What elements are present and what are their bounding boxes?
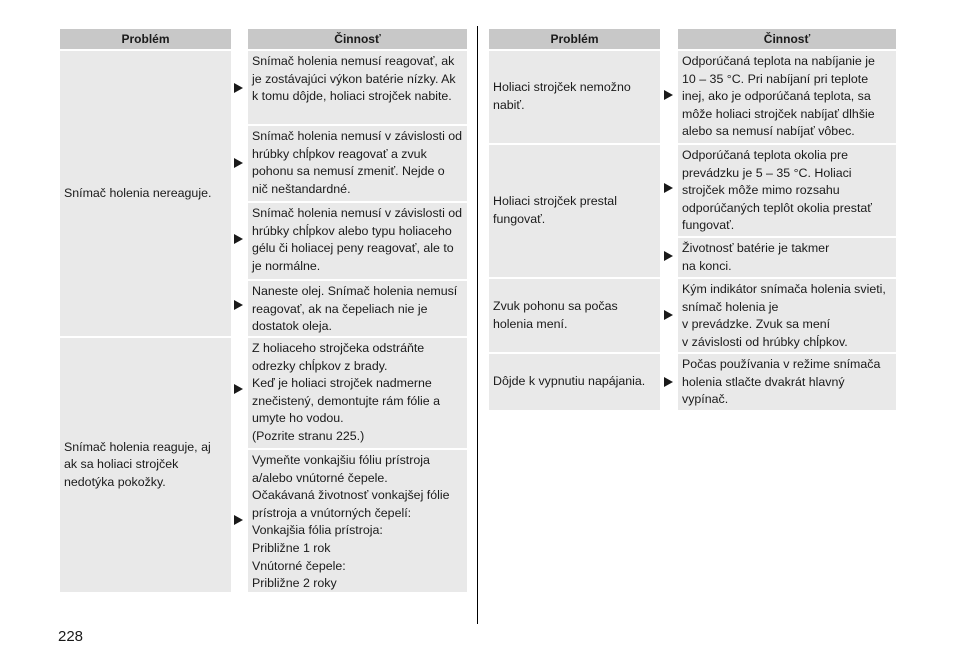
left-header-action: Činnosť: [248, 29, 467, 49]
arrow-icon: [234, 515, 243, 525]
right-problem-cell: [489, 51, 660, 143]
right-action-cell: Životnosť batérie je takmer na konci.: [678, 238, 896, 277]
left-header-problem: Problém: [60, 29, 231, 49]
arrow-icon: [234, 300, 243, 310]
right-action-cell: Počas používania v režime snímača holenia stlačte dvakrát hlavný vypínač.: [678, 354, 896, 410]
arrow-icon: [664, 310, 673, 320]
left-action-cell: Snímač holenia nemusí v závislosti od hrúbky chĺpkov alebo typu holiaceho gélu či holiacej peny reagovať, ale to je normálne.: [248, 203, 467, 279]
arrow-icon: [664, 183, 673, 193]
arrow-icon: [234, 234, 243, 244]
problem-text: Dôjde k vypnutiu napájania.: [493, 374, 646, 389]
arrow-icon: [234, 158, 243, 168]
column-divider: [477, 26, 478, 624]
arrow-icon: [234, 83, 243, 93]
left-action-cell: Z holiaceho strojčeka odstráňte odrezky chĺpkov z brady. Keď je holiaci strojček nadmerne znečistený, demontujte rám fólie a umyte ho vodou. (Pozrite stranu 225.): [248, 338, 467, 448]
right-problem-cell: [489, 354, 660, 410]
left-problem-cell: [60, 51, 231, 336]
problem-text: Holiaci strojček nemožno nabiť.: [493, 80, 631, 112]
arrow-icon: [234, 384, 243, 394]
left-problem-cell: [60, 338, 231, 592]
left-action-cell: Snímač holenia nemusí reagovať, ak je zostávajúci výkon batérie nízky. Ak k tomu dôjde, holiaci strojček nabite.: [248, 51, 467, 124]
left-action-cell: Vymeňte vonkajšiu fóliu prístroja a/alebo vnútorné čepele. Očakávaná životnosť vonkajšej fólie prístroja a vnútorných čepelí: Vonkajšia fólia prístroja: Približne 1 rok Vnútorné čepele: Približne 2 roky: [248, 450, 467, 592]
right-action-cell: Odporúčaná teplota okolia pre prevádzku je 5 – 35 °C. Holiaci strojček môže mimo rozsahu odporúčaných teplôt okolia prestať fungovať.: [678, 145, 896, 236]
page-number: 228: [58, 628, 84, 645]
right-header-problem: Problém: [489, 29, 660, 49]
problem-text: Snímač holenia nereaguje.: [64, 185, 212, 200]
right-action-cell: Kým indikátor snímača holenia svieti, snímač holenia je v prevádzke. Zvuk sa mení v závislosti od hrúbky chĺpkov.: [678, 279, 896, 352]
right-problem-cell: [489, 279, 660, 352]
left-action-cell: Naneste olej. Snímač holenia nemusí reagovať, ak na čepeliach nie je dostatok oleja.: [248, 281, 467, 336]
problem-text: Snímač holenia reaguje, aj ak sa holiaci strojček nedotýka pokožky.: [64, 439, 211, 489]
right-action-cell: Odporúčaná teplota na nabíjanie je 10 – 35 °C. Pri nabíjaní pri teplote inej, ako je odporúčaná teplota, sa môže holiaci strojček nabíjať dlhšie alebo sa nemusí nabíjať vôbec.: [678, 51, 896, 143]
arrow-icon: [664, 377, 673, 387]
right-problem-cell: [489, 145, 660, 277]
left-action-cell: Snímač holenia nemusí v závislosti od hrúbky chĺpkov reagovať a zvuk pohonu sa nemusí zmeniť. Nejde o nič neštandardné.: [248, 126, 467, 201]
right-header-action: Činnosť: [678, 29, 896, 49]
problem-text: Holiaci strojček prestal fungovať.: [493, 194, 617, 226]
arrow-icon: [664, 90, 673, 100]
arrow-icon: [664, 251, 673, 261]
problem-text: Zvuk pohonu sa počas holenia mení.: [493, 298, 618, 331]
